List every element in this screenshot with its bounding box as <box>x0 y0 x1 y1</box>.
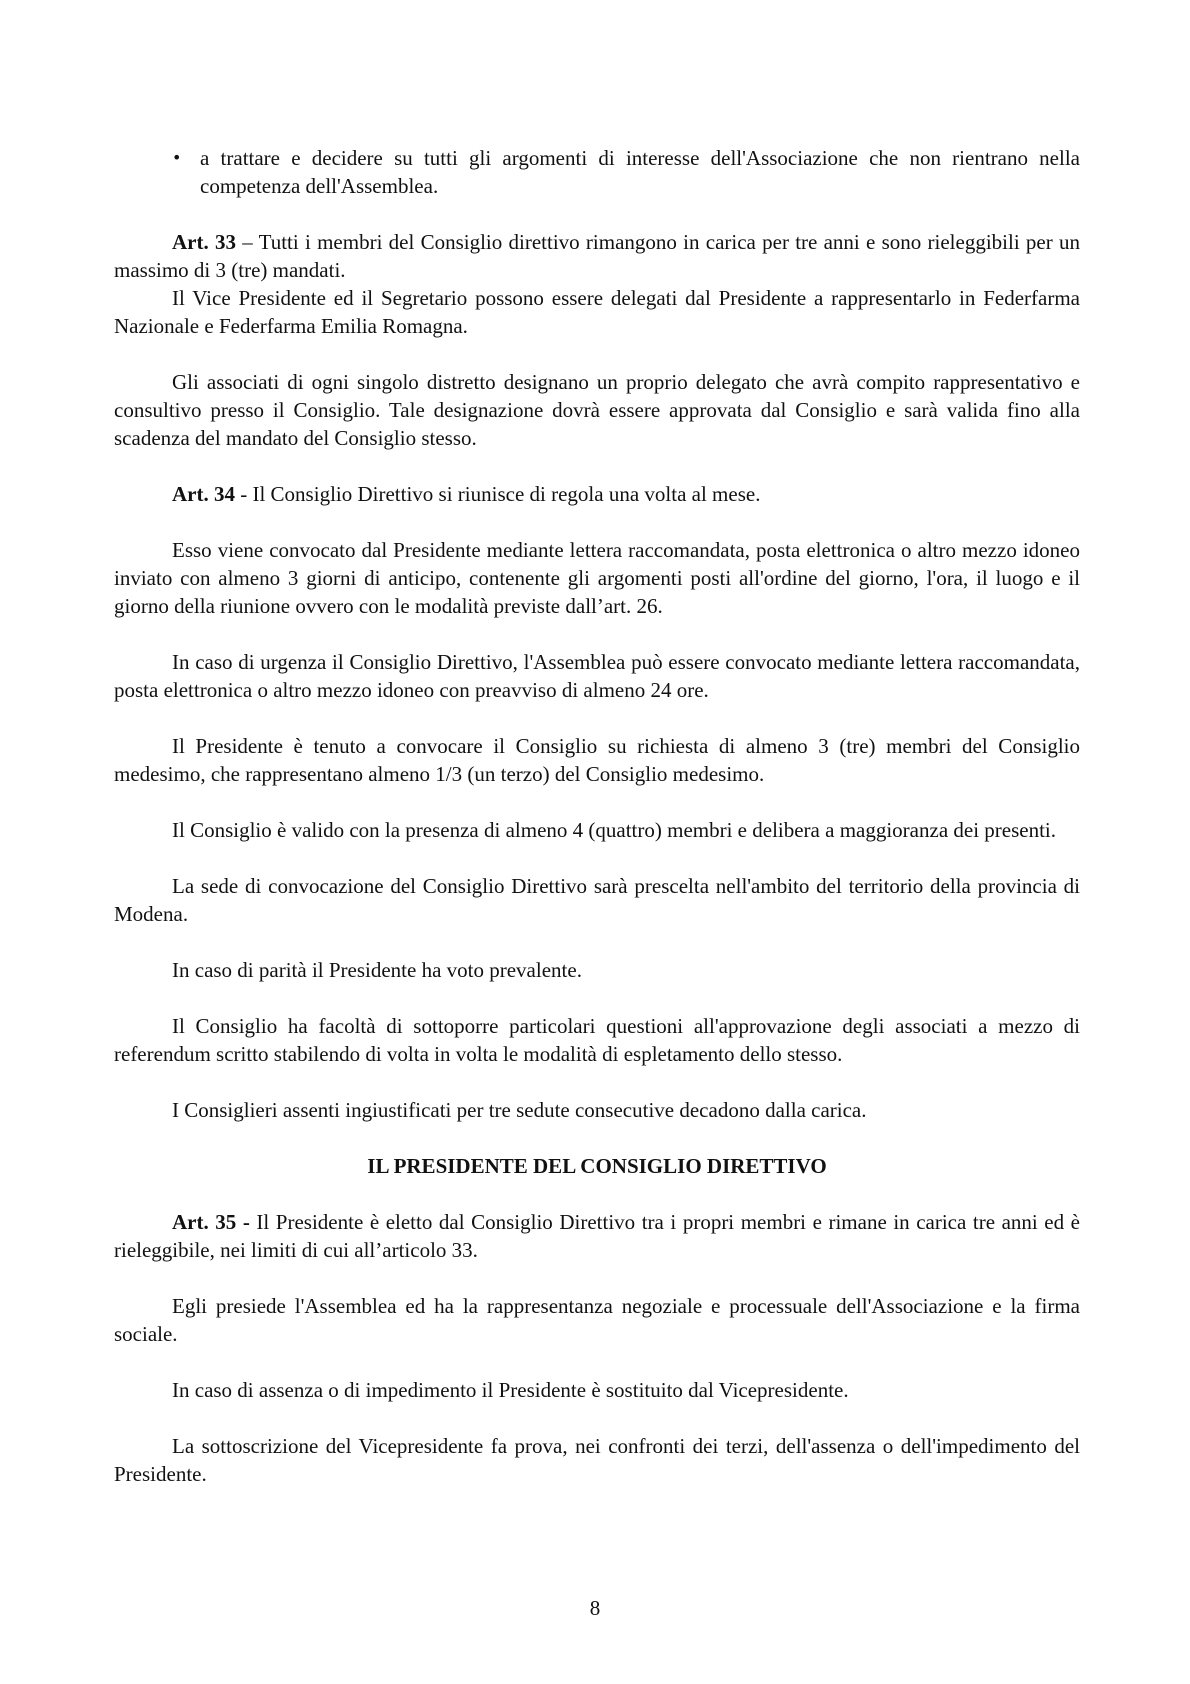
bullet-list-item <box>114 144 1080 200</box>
art-34-quorum-paragraph: Il Consiglio è valido con la presenza di almeno 4 (quattro) membri e delibera a maggioranza dei presenti. <box>172 818 1057 842</box>
art-33-text: – Tutti i membri del Consiglio direttivo rimangono in carica per tre anni e sono rieleggibili per un massimo di 3 (tre) mandati. <box>114 230 1080 282</box>
art-34-text: - Il Consiglio Direttivo si riunisce di regola una volta al mese. <box>234 482 761 506</box>
art-35-substitution-paragraph: In caso di assenza o di impedimento il Presidente è sostituito dal Vicepresidente. <box>172 1378 849 1402</box>
art-34-tie-paragraph: In caso di parità il Presidente ha voto prevalente. <box>172 958 582 982</box>
section-heading: IL PRESIDENTE DEL CONSIGLIO DIRETTIVO <box>367 1154 827 1178</box>
art-34-request-paragraph: Il Presidente è tenuto a convocare il Consiglio su richiesta di almeno 3 (tre) membri del Consiglio medesimo, che rappresentano almeno 1/3 (un terzo) del Consiglio medesimo. <box>114 734 1080 786</box>
art-35-representation-paragraph: Egli presiede l'Assemblea ed ha la rappresentanza negoziale e processuale dell'Associazione e la firma sociale. <box>114 1294 1080 1346</box>
bullet-icon: • <box>172 148 182 167</box>
art-34-paragraph <box>114 480 1080 508</box>
page-body <box>114 144 1080 1516</box>
art-33-paragraph-3: Gli associati di ogni singolo distretto designano un proprio delegato che avrà compito rappresentativo e consultivo presso il Consiglio. Tale designazione dovrà essere approvata dal Consiglio e sarà valida fino alla scadenza del mandato del Consiglio stesso. <box>114 370 1080 450</box>
art-34-urgency-paragraph: In caso di urgenza il Consiglio Direttivo, l'Assemblea può essere convocato mediante lettera raccomandata, posta elettronica o altro mezzo idoneo con preavviso di almeno 24 ore. <box>114 650 1080 702</box>
art-35-signature-paragraph: La sottoscrizione del Vicepresidente fa prova, nei confronti dei terzi, dell'assenza o dell'impedimento del Presidente. <box>114 1434 1080 1486</box>
art-33-paragraph-2: Il Vice Presidente ed il Segretario possono essere delegati dal Presidente a rappresentarlo in Federfarma Nazionale e Federfarma Emilia Romagna. <box>114 286 1080 338</box>
bullet-text: a trattare e decidere su tutti gli argomenti di interesse dell'Associazione che non rientrano nella competenza dell'Assemblea. <box>200 146 1080 198</box>
art-34-label: Art. 34 <box>172 482 235 506</box>
art-33-paragraph <box>114 228 1080 284</box>
art-35-text: Il Presidente è eletto dal Consiglio Direttivo tra i propri membri e rimane in carica tre anni ed è rieleggibile, nei limiti di cui all’articolo 33. <box>114 1210 1080 1262</box>
art-35-label: Art. 35 - <box>172 1210 250 1234</box>
art-35-paragraph <box>114 1208 1080 1264</box>
art-34-absence-paragraph: I Consiglieri assenti ingiustificati per tre sedute consecutive decadono dalla carica. <box>172 1098 867 1122</box>
art-34-referendum-paragraph: Il Consiglio ha facoltà di sottoporre particolari questioni all'approvazione degli associati a mezzo di referendum scritto stabilendo di volta in volta le modalità di espletamento dello stesso. <box>114 1014 1080 1066</box>
art-34-convocation-paragraph: Esso viene convocato dal Presidente mediante lettera raccomandata, posta elettronica o altro mezzo idoneo inviato con almeno 3 giorni di anticipo, contenente gli argomenti posti all'ordine del giorno, l'ora, il luogo e il giorno della riunione ovvero con le modalità previste dall’art. 26. <box>114 538 1080 618</box>
page-number: 8 <box>589 1596 601 1620</box>
art-34-location-paragraph: La sede di convocazione del Consiglio Direttivo sarà prescelta nell'ambito del territorio della provincia di Modena. <box>114 874 1080 926</box>
art-33-label: Art. 33 <box>172 230 236 254</box>
